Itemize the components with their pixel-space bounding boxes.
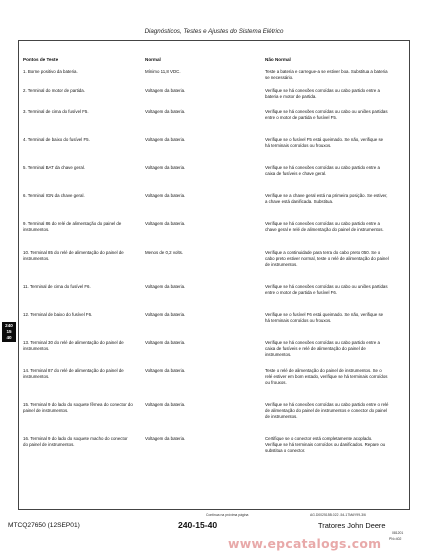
cell-normal: Voltagem da bateria. xyxy=(145,436,186,441)
cell-test-point: 1. Borne positivo da bateria. xyxy=(23,69,78,74)
cell-normal: Voltagem da bateria. xyxy=(145,193,186,198)
cell-test-point: 5. Terminal BAT da chave geral. xyxy=(23,165,85,170)
continued-note: Continua na próxima página xyxy=(206,513,249,517)
cell-test-point: 4. Terminal de baixo do fusível F5. xyxy=(23,137,90,142)
cell-abnormal: Verifique se há conexões corroídas ou cabo partido entre a caixa de fusíveis e relé de alimentação do painel de instrumentos. xyxy=(265,340,380,358)
document-code: MTCQ27650 (12SEP01) xyxy=(8,522,80,529)
cell-test-point: 3. Terminal de cima do fusível F5. xyxy=(23,109,89,114)
cell-normal: Voltagem da bateria. xyxy=(145,284,186,289)
cell-normal: Voltagem da bateria. xyxy=(145,165,186,170)
cell-normal: Voltagem da bateria. xyxy=(145,221,186,226)
cell-test-point: 15. Terminal 9 do lado do soquete fêmea do conector do painel de instrumentos. xyxy=(23,402,133,414)
section-tab-page: 40 xyxy=(6,335,12,340)
cell-abnormal: Verifique a continuidade para terra do cabo preto 050. Se o cabo preto estiver normal, teste o relé de alimentação do painel de instrumentos. xyxy=(265,250,389,268)
cell-test-point: 6. Terminal IGN da chave geral. xyxy=(23,193,85,198)
cell-normal: Mínimo 11,8 VDC. xyxy=(145,69,181,74)
col-header-test-points: Pontos de Teste xyxy=(23,57,59,62)
cell-abnormal: Verifique se o fusível F6 está queimado. Se não, verifique se há terminais corroídos ou frouxos. xyxy=(265,312,384,324)
cell-normal: Voltagem da bateria. xyxy=(145,402,186,407)
print-date: 081201 xyxy=(392,531,404,535)
cell-test-point: 10. Terminal 85 do relé de alimentação do painel de instrumentos. xyxy=(23,250,124,262)
cell-abnormal: Verifique se há conexões corroídas ou cabo partido entre a bateria e motor de partida. xyxy=(265,88,380,100)
cell-normal: Voltagem da bateria. xyxy=(145,137,186,142)
section-tab xyxy=(2,322,16,342)
cell-abnormal: Verifique se há conexões corroídas ou cabo partido entre a caixa de fusíveis e chave geral. xyxy=(265,165,380,177)
page-title: Diagnósticos, Testes e Ajustes do Sistema Elétrico xyxy=(144,28,284,35)
cell-test-point: 9. Terminal 86 do relé de alimentação do painel de instrumentos. xyxy=(23,221,122,233)
reference-code: AG.D002515B.022 -54-17MAY99-3/6 xyxy=(310,513,366,517)
cell-test-point: 14. Terminal 87 do relé de alimentação do painel de instrumentos. xyxy=(23,368,124,380)
col-header-normal: Normal xyxy=(145,57,161,62)
cell-normal: Menos de 0,2 volts. xyxy=(145,250,184,255)
cell-abnormal: Verifique se há conexões corroídas ou cabo partido entre o relé de alimentação do painel de instrumentos e conector do painel de instrumentos. xyxy=(265,402,389,420)
cell-normal: Voltagem da bateria. xyxy=(145,312,186,317)
cell-abnormal: Verifique se há conexões corroídas ou cabo ou uniões partidas entre o motor de partida e fusível F5. xyxy=(265,109,388,121)
page-number: 240-15-40 xyxy=(178,520,218,530)
cell-normal: Voltagem da bateria. xyxy=(145,368,186,373)
section-tab-subgroup: 15 xyxy=(6,329,12,334)
cell-abnormal: Certifique se o conector está completamente acoplado. Verifique se há terminais corroídos ou danificados. Repare ou substitua o conector. xyxy=(265,436,386,454)
cell-normal: Voltagem da bateria. xyxy=(145,109,186,114)
cell-abnormal: Verifique se o fusível F5 está queimado. Se não, verifique se há terminais corroídos ou frouxos. xyxy=(265,137,384,149)
cell-normal: Voltagem da bateria. xyxy=(145,88,186,93)
cell-normal: Voltagem da bateria. xyxy=(145,340,186,345)
cell-abnormal: Verifique se a chave geral está na primeira posição. Se estiver, a chave está danificada. Substitua. xyxy=(265,193,388,205)
cell-abnormal: Teste a bateria e carregue-a se estiver boa. Substitua a bateria se necessário. xyxy=(265,69,388,81)
print-page: PN=402 xyxy=(389,537,402,541)
cell-abnormal: Teste o relé de alimentação do painel de instrumentos. Se o relé estiver em bom estado, verifique se há terminais corroídos ou frouxos. xyxy=(265,368,388,386)
section-tab-group: 240 xyxy=(5,323,13,328)
cell-test-point: 16. Terminal 9 do lado do soquete macho do conector do painel de instrumentos. xyxy=(23,436,128,448)
brand-name: Tratores John Deere xyxy=(318,521,386,530)
cell-test-point: 13. Terminal 30 do relé de alimentação do painel de instrumentos. xyxy=(23,340,124,352)
cell-abnormal: Verifique se há conexões corroídas ou cabo partido entre a chave geral e relé de alimentação do painel de instrumentos. xyxy=(265,221,384,233)
col-header-abnormal: Não Normal xyxy=(265,57,291,62)
cell-test-point: 2. Terminal do motor de partida. xyxy=(23,88,85,93)
cell-test-point: 12. Terminal de baixo do fusível F6. xyxy=(23,312,93,317)
cell-abnormal: Verifique se há conexões corroídas ou cabo ou uniões partidas entre o motor de partida e fusível F6. xyxy=(265,284,388,296)
watermark-link[interactable]: www.epcatalogs.com xyxy=(228,536,382,551)
cell-test-point: 11. Terminal de cima do fusível F6. xyxy=(23,284,91,289)
